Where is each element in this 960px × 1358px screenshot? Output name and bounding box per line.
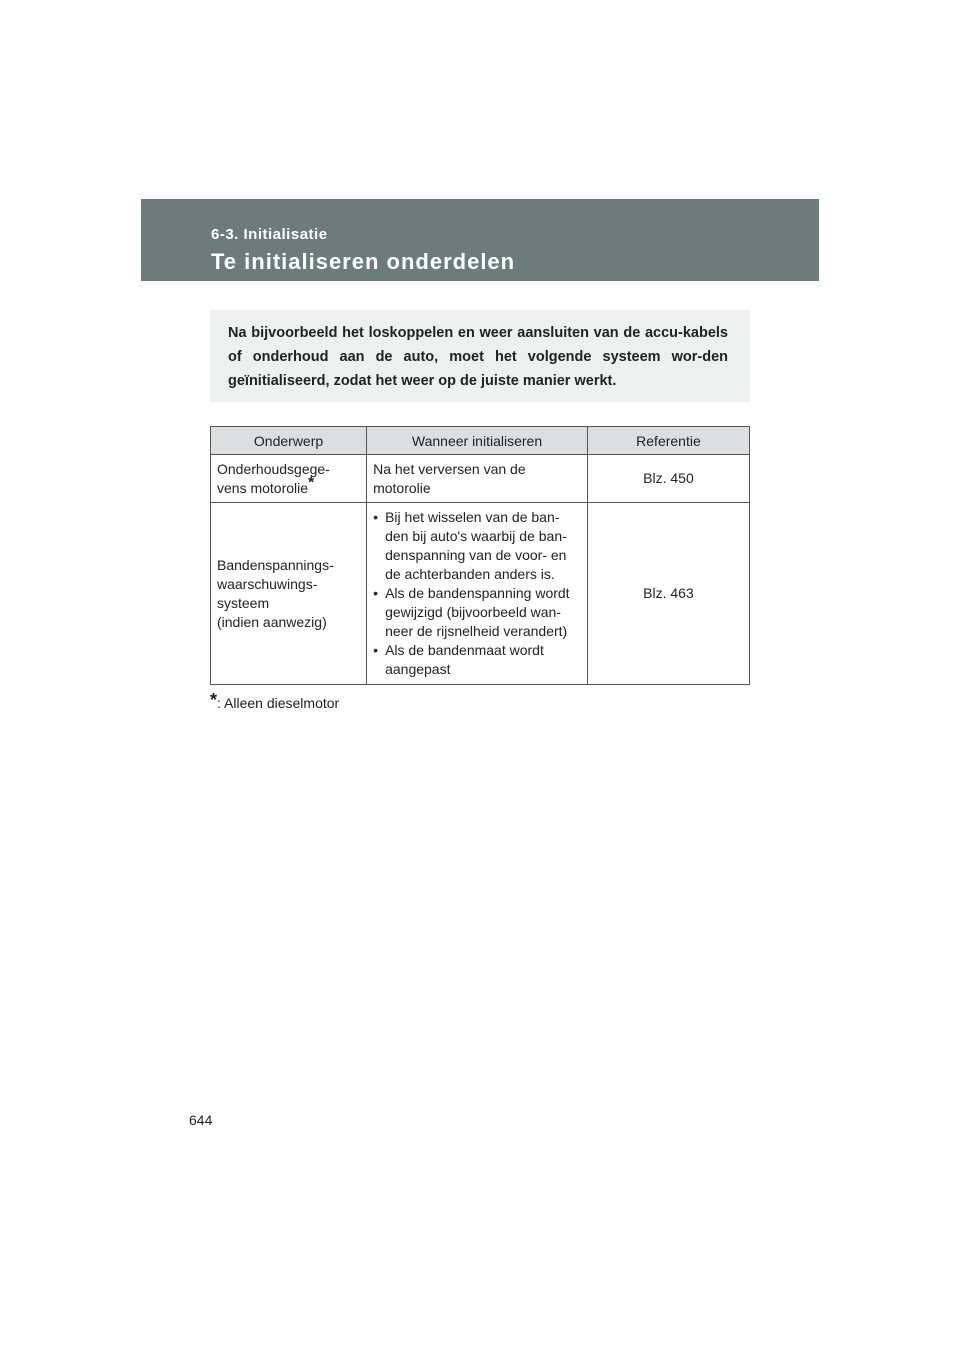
- initialization-table: [210, 426, 750, 685]
- when-item: • Als de bandenmaat wordt aangepast: [373, 641, 581, 679]
- intro-box: [210, 310, 750, 402]
- intro-text: Na bijvoorbeeld het loskoppelen en weer aansluiten van de accu-kabels of onderhoud aan de auto, moet het volgende systeem wor-den geïnitialiseerd, zodat het weer op de juiste manier werkt.: [228, 325, 728, 389]
- subject-line: Bandenspannings-: [217, 556, 334, 573]
- table-header-reference: Referentie: [587, 427, 749, 455]
- subject-line: vens motorolie: [217, 479, 309, 496]
- page-number: 644: [189, 1112, 213, 1128]
- when-line: Na het verversen van de: [373, 460, 526, 477]
- row-when: [367, 503, 588, 685]
- subject-line: Onderhoudsgege-: [217, 460, 330, 477]
- table-header-subject: Onderwerp: [211, 427, 367, 455]
- row-subject: [211, 455, 367, 503]
- table-header-when: Wanneer initialiseren: [367, 427, 588, 455]
- footnote: [210, 690, 339, 711]
- when-line: motorolie: [373, 479, 431, 496]
- table-row: [211, 503, 750, 685]
- when-item: • Bij het wisselen van de ban-den bij auto's waarbij de ban-denspanning van de voor- en de achterbanden anders is.: [373, 508, 581, 584]
- table-header-row: [211, 427, 750, 455]
- row-subject: [211, 503, 367, 685]
- subject-line: (indien aanwezig): [217, 613, 327, 630]
- subject-line: waarschuwings-: [217, 575, 318, 592]
- row-reference: Blz. 463: [587, 503, 749, 685]
- row-reference: Blz. 450: [587, 455, 749, 503]
- page-title: Te initialiseren onderdelen: [211, 249, 516, 274]
- row-when: [367, 455, 588, 503]
- when-item: • Als de bandenspanning wordt gewijzigd (bijvoorbeeld wan-neer de rijsnelheid verandert): [373, 584, 581, 641]
- table-row: [211, 455, 750, 503]
- subject-line: systeem: [217, 594, 270, 611]
- section-header: [141, 199, 819, 281]
- footnote-marker: *: [308, 473, 315, 491]
- footnote-marker: *: [210, 690, 218, 710]
- section-label: 6-3. Initialisatie: [211, 226, 328, 243]
- footnote-text: : Alleen dieselmotor: [217, 695, 340, 711]
- when-list: [373, 508, 581, 679]
